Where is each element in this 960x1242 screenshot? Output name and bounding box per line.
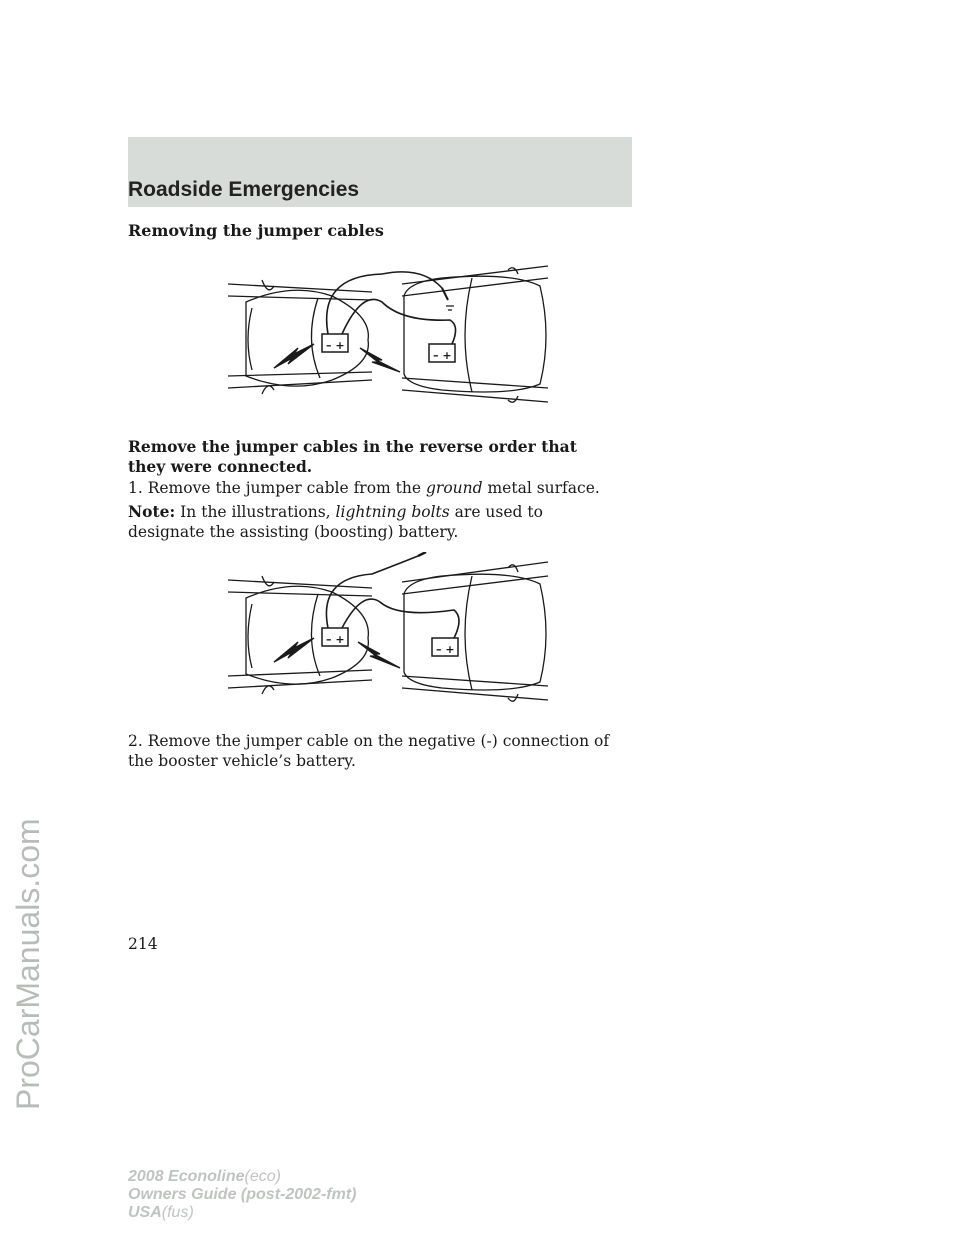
watermark: ProCarManuals.com [10, 818, 46, 1110]
lightning-bolt-icon [274, 344, 314, 368]
page-number: 214 [128, 935, 158, 953]
section-title: Roadside Emergencies [128, 178, 360, 201]
step-2: 2. Remove the jumper cable on the negative (-) connection of the booster vehicle’s battery. [128, 732, 610, 770]
footer-market-code: (fus) [161, 1204, 194, 1221]
note-text-end: are used to designate the assisting (boosting) battery. [128, 503, 543, 541]
battery-terminals-label: – + [433, 349, 452, 362]
footer-market: USA [128, 1204, 162, 1221]
footer-model-code: (eco) [244, 1168, 281, 1185]
battery-terminals-label: – + [436, 643, 455, 656]
note [128, 502, 618, 542]
disabled-vehicle [228, 576, 372, 694]
booster-vehicle [402, 562, 548, 701]
jumper-cable-illustration-2 [222, 552, 552, 717]
note-emphasis: lightning bolts [335, 503, 450, 521]
lightning-bolt-icon [274, 638, 314, 662]
note-text: In the illustrations, [175, 503, 336, 521]
step-1-text: 1. Remove the jumper cable from the [128, 479, 426, 497]
step-1-text-end: metal surface. [482, 479, 600, 497]
note-label: Note: [128, 502, 176, 521]
reverse-order-instruction: Remove the jumper cables in the reverse order that they were connected. [128, 437, 577, 476]
subheading: Removing the jumper cables [128, 221, 384, 240]
document-footer [128, 1168, 356, 1222]
jumper-cable-illustration-1 [222, 256, 552, 416]
step-1-emphasis: ground [426, 479, 483, 497]
footer-model: 2008 Econoline [128, 1168, 245, 1185]
footer-guide: Owners Guide (post-2002-fmt) [128, 1186, 357, 1203]
battery-terminals-label: – + [326, 339, 345, 352]
battery-terminals-label: – + [326, 633, 345, 646]
booster-vehicle [402, 266, 548, 402]
step-1 [128, 478, 618, 498]
disabled-vehicle [228, 280, 372, 394]
lightning-bolt-icon [360, 348, 400, 372]
